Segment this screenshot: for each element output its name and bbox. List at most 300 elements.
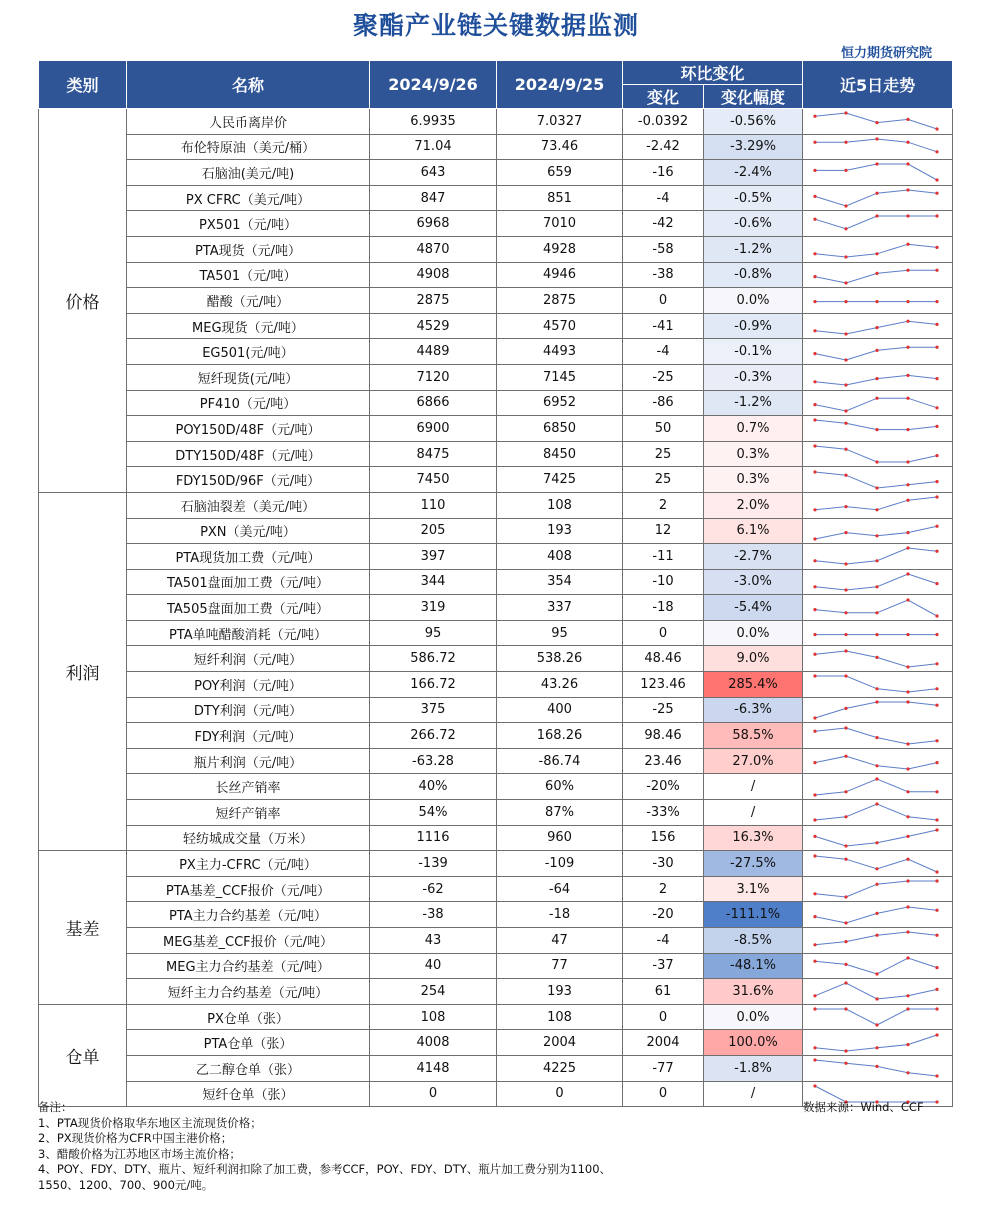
sparkline-point [844, 675, 847, 678]
change-cell: 25 [623, 441, 704, 467]
sparkline-point [813, 943, 816, 946]
change-cell: -20 [623, 902, 704, 928]
value-date2-cell: 4928 [497, 236, 623, 262]
value-date1-cell: 375 [370, 697, 497, 723]
sparkline-point [813, 585, 816, 588]
sparkline-point [935, 761, 938, 764]
sparkline-point [875, 137, 878, 140]
sparkline-point [906, 633, 909, 636]
change-pct-cell: -2.7% [704, 544, 803, 570]
change-cell: -38 [623, 262, 704, 288]
sparkline-point [844, 563, 847, 566]
trend-cell [803, 928, 953, 954]
trend-cell [803, 723, 953, 749]
name-cell: MEG基差_CCF报价（元/吨） [127, 928, 370, 954]
sparkline-point [875, 396, 878, 399]
value-date2-cell: 8450 [497, 441, 623, 467]
sparkline-point [875, 163, 878, 166]
name-cell: TA501（元/吨） [127, 262, 370, 288]
sparkline-point [844, 790, 847, 793]
change-cell: -33% [623, 800, 704, 826]
table-row [39, 339, 953, 365]
sparkline-point [875, 272, 878, 275]
sparkline-point [844, 982, 847, 985]
sparkline-point [906, 790, 909, 793]
value-date1-cell: -63.28 [370, 748, 497, 774]
change-cell: -42 [623, 211, 704, 237]
sparkline-line [815, 398, 937, 411]
sparkline-point [906, 483, 909, 486]
sparkline [803, 979, 953, 1003]
sparkline-point [875, 972, 878, 975]
table-row [39, 1055, 953, 1081]
name-cell: PX501（元/吨） [127, 211, 370, 237]
sparkline-point [844, 112, 847, 115]
sparkline [803, 186, 953, 210]
table-row [39, 748, 953, 774]
sparkline-point [844, 256, 847, 259]
name-cell: 石脑油(美元/吨) [127, 160, 370, 186]
sparkline-point [844, 1007, 847, 1010]
sparkline-line [815, 651, 937, 667]
sparkline [803, 724, 953, 748]
value-date2-cell: 400 [497, 697, 623, 723]
org-name: 恒力期货研究院 [840, 46, 932, 61]
sparkline-point [875, 300, 878, 303]
sparkline-point [844, 755, 847, 758]
trend-cell [803, 211, 953, 237]
change-pct-cell: 100.0% [704, 1030, 803, 1056]
value-date1-cell: 71.04 [370, 134, 497, 160]
name-cell: PTA现货（元/吨） [127, 236, 370, 262]
sparkline-point [935, 880, 938, 883]
data-source: 数据来源：Wind、CCF [803, 1100, 924, 1114]
sparkline-line [815, 728, 937, 744]
value-date1-cell: 4148 [370, 1055, 497, 1081]
sparkline-point [906, 691, 909, 694]
table-row [39, 134, 953, 160]
sparkline-point [813, 300, 816, 303]
note-line: 4、POY、FDY、DTY、瓶片、短纤利润扣除了加工费，参考CCF，POY、FDY、DTY、瓶片加工费分别为1100、1550、1200、700、900元/吨。 [38, 1162, 612, 1192]
sparkline-line [815, 376, 937, 386]
table-row [39, 109, 953, 135]
sparkline-point [875, 1046, 878, 1049]
sparkline-point [906, 140, 909, 143]
change-cell: 25 [623, 467, 704, 493]
change-cell: -11 [623, 544, 704, 570]
value-date2-cell: 4225 [497, 1055, 623, 1081]
name-cell: 短纤主力合约基差（元/吨） [127, 979, 370, 1005]
value-date1-cell: 2875 [370, 288, 497, 314]
sparkline-point [875, 486, 878, 489]
sparkline-point [844, 358, 847, 361]
sparkline [803, 468, 953, 492]
sparkline [803, 1056, 953, 1080]
trend-cell [803, 825, 953, 851]
change-pct-cell: 58.5% [704, 723, 803, 749]
name-cell: FDY150D/96F（元/吨） [127, 467, 370, 493]
sparkline-point [844, 588, 847, 591]
sparkline-point [813, 835, 816, 838]
value-date2-cell: 108 [497, 1004, 623, 1030]
value-date2-cell: 43.26 [497, 672, 623, 698]
value-date1-cell: 8475 [370, 441, 497, 467]
sparkline-point [906, 742, 909, 745]
sparkline-point [906, 499, 909, 502]
value-date1-cell: 110 [370, 492, 497, 518]
sparkline-point [935, 128, 938, 131]
sparkline-point [813, 716, 816, 719]
change-pct-cell: -0.8% [704, 262, 803, 288]
sparkline-point [844, 857, 847, 860]
sparkline-point [844, 204, 847, 207]
sparkline-line [815, 958, 937, 974]
value-date2-cell: 7145 [497, 364, 623, 390]
sparkline-point [935, 214, 938, 217]
change-cell: 50 [623, 416, 704, 442]
table-row [39, 620, 953, 646]
value-date2-cell: 168.26 [497, 723, 623, 749]
change-pct-cell: -111.1% [704, 902, 803, 928]
sparkline-point [813, 419, 816, 422]
sparkline-point [813, 275, 816, 278]
change-cell: 123.46 [623, 672, 704, 698]
value-date1-cell: 319 [370, 595, 497, 621]
value-date1-cell: 4908 [370, 262, 497, 288]
change-cell: -20% [623, 774, 704, 800]
category-cell: 仓单 [39, 1004, 127, 1106]
change-pct-cell: 31.6% [704, 979, 803, 1005]
trend-cell [803, 697, 953, 723]
sparkline-point [813, 1084, 816, 1087]
change-cell: -41 [623, 313, 704, 339]
sparkline-point [875, 560, 878, 563]
sparkline-point [875, 700, 878, 703]
sparkline-line [815, 526, 937, 539]
sparkline-point [935, 1033, 938, 1036]
table-row [39, 313, 953, 339]
trend-cell [803, 390, 953, 416]
table-row [39, 723, 953, 749]
sparkline-point [935, 480, 938, 483]
sparkline-point [875, 633, 878, 636]
value-date1-cell: 205 [370, 518, 497, 544]
trend-cell [803, 800, 953, 826]
sparkline-point [875, 508, 878, 511]
sparkline-point [813, 444, 816, 447]
trend-cell [803, 595, 953, 621]
change-pct-cell: 2.0% [704, 492, 803, 518]
sparkline [803, 365, 953, 389]
sparkline-point [813, 652, 816, 655]
sparkline-point [935, 179, 938, 182]
name-cell: MEG现货（元/吨） [127, 313, 370, 339]
trend-cell [803, 313, 953, 339]
change-cell: -25 [623, 697, 704, 723]
trend-cell [803, 544, 953, 570]
sparkline-point [875, 252, 878, 255]
change-pct-cell: -48.1% [704, 953, 803, 979]
trend-cell [803, 262, 953, 288]
sparkline-point [844, 448, 847, 451]
sparkline-point [906, 572, 909, 575]
table-row [39, 518, 953, 544]
trend-cell [803, 646, 953, 672]
trend-cell [803, 441, 953, 467]
sparkline-line [815, 270, 937, 283]
header-date2: 2024/9/25 [497, 61, 623, 109]
sparkline-point [935, 425, 938, 428]
value-date2-cell: 4570 [497, 313, 623, 339]
change-cell: -37 [623, 953, 704, 979]
sparkline-point [906, 768, 909, 771]
trend-cell [803, 953, 953, 979]
table-row [39, 902, 953, 928]
sparkline-point [906, 320, 909, 323]
name-cell: TA501盘面加工费（元/吨） [127, 569, 370, 595]
sparkline-point [906, 995, 909, 998]
value-date2-cell: 95 [497, 620, 623, 646]
sparkline-line [815, 1009, 937, 1025]
value-date2-cell: 7.0327 [497, 109, 623, 135]
value-date2-cell: -64 [497, 876, 623, 902]
change-pct-cell: -0.9% [704, 313, 803, 339]
sparkline [803, 800, 953, 824]
table-row [39, 953, 953, 979]
table-row [39, 1004, 953, 1030]
sparkline-line [815, 420, 937, 430]
sparkline-point [935, 246, 938, 249]
name-cell: TA505盘面加工费（元/吨） [127, 595, 370, 621]
sparkline [803, 852, 953, 876]
sparkline-point [875, 460, 878, 463]
value-date2-cell: 408 [497, 544, 623, 570]
trend-cell [803, 620, 953, 646]
change-cell: -4 [623, 185, 704, 211]
value-date1-cell: 266.72 [370, 723, 497, 749]
table-row [39, 416, 953, 442]
trend-cell [803, 1055, 953, 1081]
sparkline-line [815, 497, 937, 510]
sparkline-point [935, 496, 938, 499]
trend-cell [803, 748, 953, 774]
sparkline [803, 263, 953, 287]
change-pct-cell: -0.3% [704, 364, 803, 390]
name-cell: 长丝产销率 [127, 774, 370, 800]
change-pct-cell: 0.3% [704, 441, 803, 467]
sparkline-point [875, 934, 878, 937]
value-date1-cell: 108 [370, 1004, 497, 1030]
sparkline-point [906, 835, 909, 838]
sparkline-point [906, 956, 909, 959]
value-date1-cell: 166.72 [370, 672, 497, 698]
page-title: 聚酯产业链关键数据监测 [352, 11, 639, 40]
sparkline-point [875, 192, 878, 195]
sparkline-point [935, 614, 938, 617]
sparkline-point [906, 700, 909, 703]
name-cell: DTY利润（元/吨） [127, 697, 370, 723]
change-cell: 12 [623, 518, 704, 544]
value-date2-cell: 337 [497, 595, 623, 621]
sparkline-point [813, 169, 816, 172]
value-date1-cell: 6.9935 [370, 109, 497, 135]
table-row [39, 646, 953, 672]
sparkline-line [815, 139, 937, 152]
sparkline-point [935, 908, 938, 911]
sparkline-point [813, 252, 816, 255]
sparkline-point [906, 374, 909, 377]
table-row [39, 441, 953, 467]
sparkline [803, 237, 953, 261]
table-row [39, 288, 953, 314]
sparkline-point [844, 611, 847, 614]
sparkline-point [935, 454, 938, 457]
sparkline-point [935, 870, 938, 873]
sparkline-point [813, 959, 816, 962]
change-pct-cell: 6.1% [704, 518, 803, 544]
value-date2-cell: 2875 [497, 288, 623, 314]
change-pct-cell: -1.8% [704, 1055, 803, 1081]
trend-cell [803, 851, 953, 877]
sparkline-point [906, 1043, 909, 1046]
sparkline-line [815, 446, 937, 462]
value-date2-cell: 7010 [497, 211, 623, 237]
change-pct-cell: -3.29% [704, 134, 803, 160]
trend-cell [803, 134, 953, 160]
sparkline-point [906, 1007, 909, 1010]
value-date1-cell: 4529 [370, 313, 497, 339]
sparkline-point [875, 998, 878, 1001]
sparkline-point [813, 608, 816, 611]
sparkline-line [815, 932, 937, 945]
sparkline [803, 621, 953, 645]
change-cell: 156 [623, 825, 704, 851]
sparkline-line [815, 244, 937, 257]
trend-cell [803, 979, 953, 1005]
sparkline-point [844, 921, 847, 924]
value-date2-cell: 0 [497, 1081, 623, 1107]
value-date1-cell: -62 [370, 876, 497, 902]
name-cell: POY150D/48F（元/吨） [127, 416, 370, 442]
sparkline-point [813, 560, 816, 563]
change-pct-cell: 3.1% [704, 876, 803, 902]
sparkline [803, 877, 953, 901]
sparkline-point [906, 931, 909, 934]
sparkline-point [875, 764, 878, 767]
name-cell: MEG主力合约基差（元/吨） [127, 953, 370, 979]
sparkline-point [935, 550, 938, 553]
sparkline-point [906, 857, 909, 860]
sparkline-point [813, 403, 816, 406]
sparkline-point [906, 428, 909, 431]
sparkline-point [875, 377, 878, 380]
sparkline-point [813, 1046, 816, 1049]
note-line: 1、PTA现货价格取华东地区主流现货价格； [38, 1115, 262, 1130]
sparkline-point [935, 150, 938, 153]
value-date2-cell: 60% [497, 774, 623, 800]
sparkline-point [844, 281, 847, 284]
sparkline-point [935, 633, 938, 636]
trend-cell [803, 569, 953, 595]
value-date2-cell: 73.46 [497, 134, 623, 160]
sparkline-point [844, 963, 847, 966]
sparkline-point [813, 1059, 816, 1062]
sparkline-point [844, 332, 847, 335]
sparkline-point [875, 326, 878, 329]
sparkline-point [906, 345, 909, 348]
sparkline-point [844, 384, 847, 387]
value-date2-cell: 108 [497, 492, 623, 518]
sparkline-point [935, 1075, 938, 1078]
change-cell: 98.46 [623, 723, 704, 749]
value-date1-cell: 586.72 [370, 646, 497, 672]
header-change-pct: 变化幅度 [704, 85, 803, 109]
change-pct-cell: 16.3% [704, 825, 803, 851]
table-row [39, 262, 953, 288]
change-pct-cell: / [704, 774, 803, 800]
value-date1-cell: 6866 [370, 390, 497, 416]
sparkline-point [935, 704, 938, 707]
sparkline-point [935, 1007, 938, 1010]
sparkline-point [875, 867, 878, 870]
sparkline [803, 109, 953, 133]
value-date1-cell: 95 [370, 620, 497, 646]
sparkline-line [815, 804, 937, 820]
value-date2-cell: 2004 [497, 1030, 623, 1056]
sparkline-line [815, 1060, 937, 1076]
header-name: 名称 [127, 61, 370, 109]
value-date1-cell: 43 [370, 928, 497, 954]
sparkline-point [875, 841, 878, 844]
value-date2-cell: 659 [497, 160, 623, 186]
table-row [39, 236, 953, 262]
trend-cell [803, 518, 953, 544]
sparkline-point [844, 473, 847, 476]
sparkline-line [815, 907, 937, 923]
sparkline [803, 775, 953, 799]
table-row [39, 569, 953, 595]
sparkline [803, 826, 953, 850]
value-date1-cell: 40 [370, 953, 497, 979]
trend-cell [803, 902, 953, 928]
change-pct-cell: -3.0% [704, 569, 803, 595]
name-cell: 短纤仓单（张） [127, 1081, 370, 1107]
category-cell: 利润 [39, 492, 127, 850]
table-row [39, 979, 953, 1005]
sparkline-point [875, 777, 878, 780]
sparkline [803, 314, 953, 338]
sparkline [803, 493, 953, 517]
notes [38, 1100, 618, 1194]
table-row [39, 544, 953, 570]
sparkline-point [935, 688, 938, 691]
name-cell: PF410（元/吨） [127, 390, 370, 416]
sparkline-point [906, 905, 909, 908]
name-cell: FDY利润（元/吨） [127, 723, 370, 749]
sparkline [803, 928, 953, 952]
table-row [39, 876, 953, 902]
trend-cell [803, 185, 953, 211]
sparkline-point [813, 1007, 816, 1010]
trend-cell [803, 339, 953, 365]
change-pct-cell: -6.3% [704, 697, 803, 723]
sparkline-point [813, 633, 816, 636]
change-pct-cell: 27.0% [704, 748, 803, 774]
value-date1-cell: 7120 [370, 364, 497, 390]
sparkline [803, 954, 953, 978]
name-cell: 短纤现货(元/吨） [127, 364, 370, 390]
value-date2-cell: 354 [497, 569, 623, 595]
